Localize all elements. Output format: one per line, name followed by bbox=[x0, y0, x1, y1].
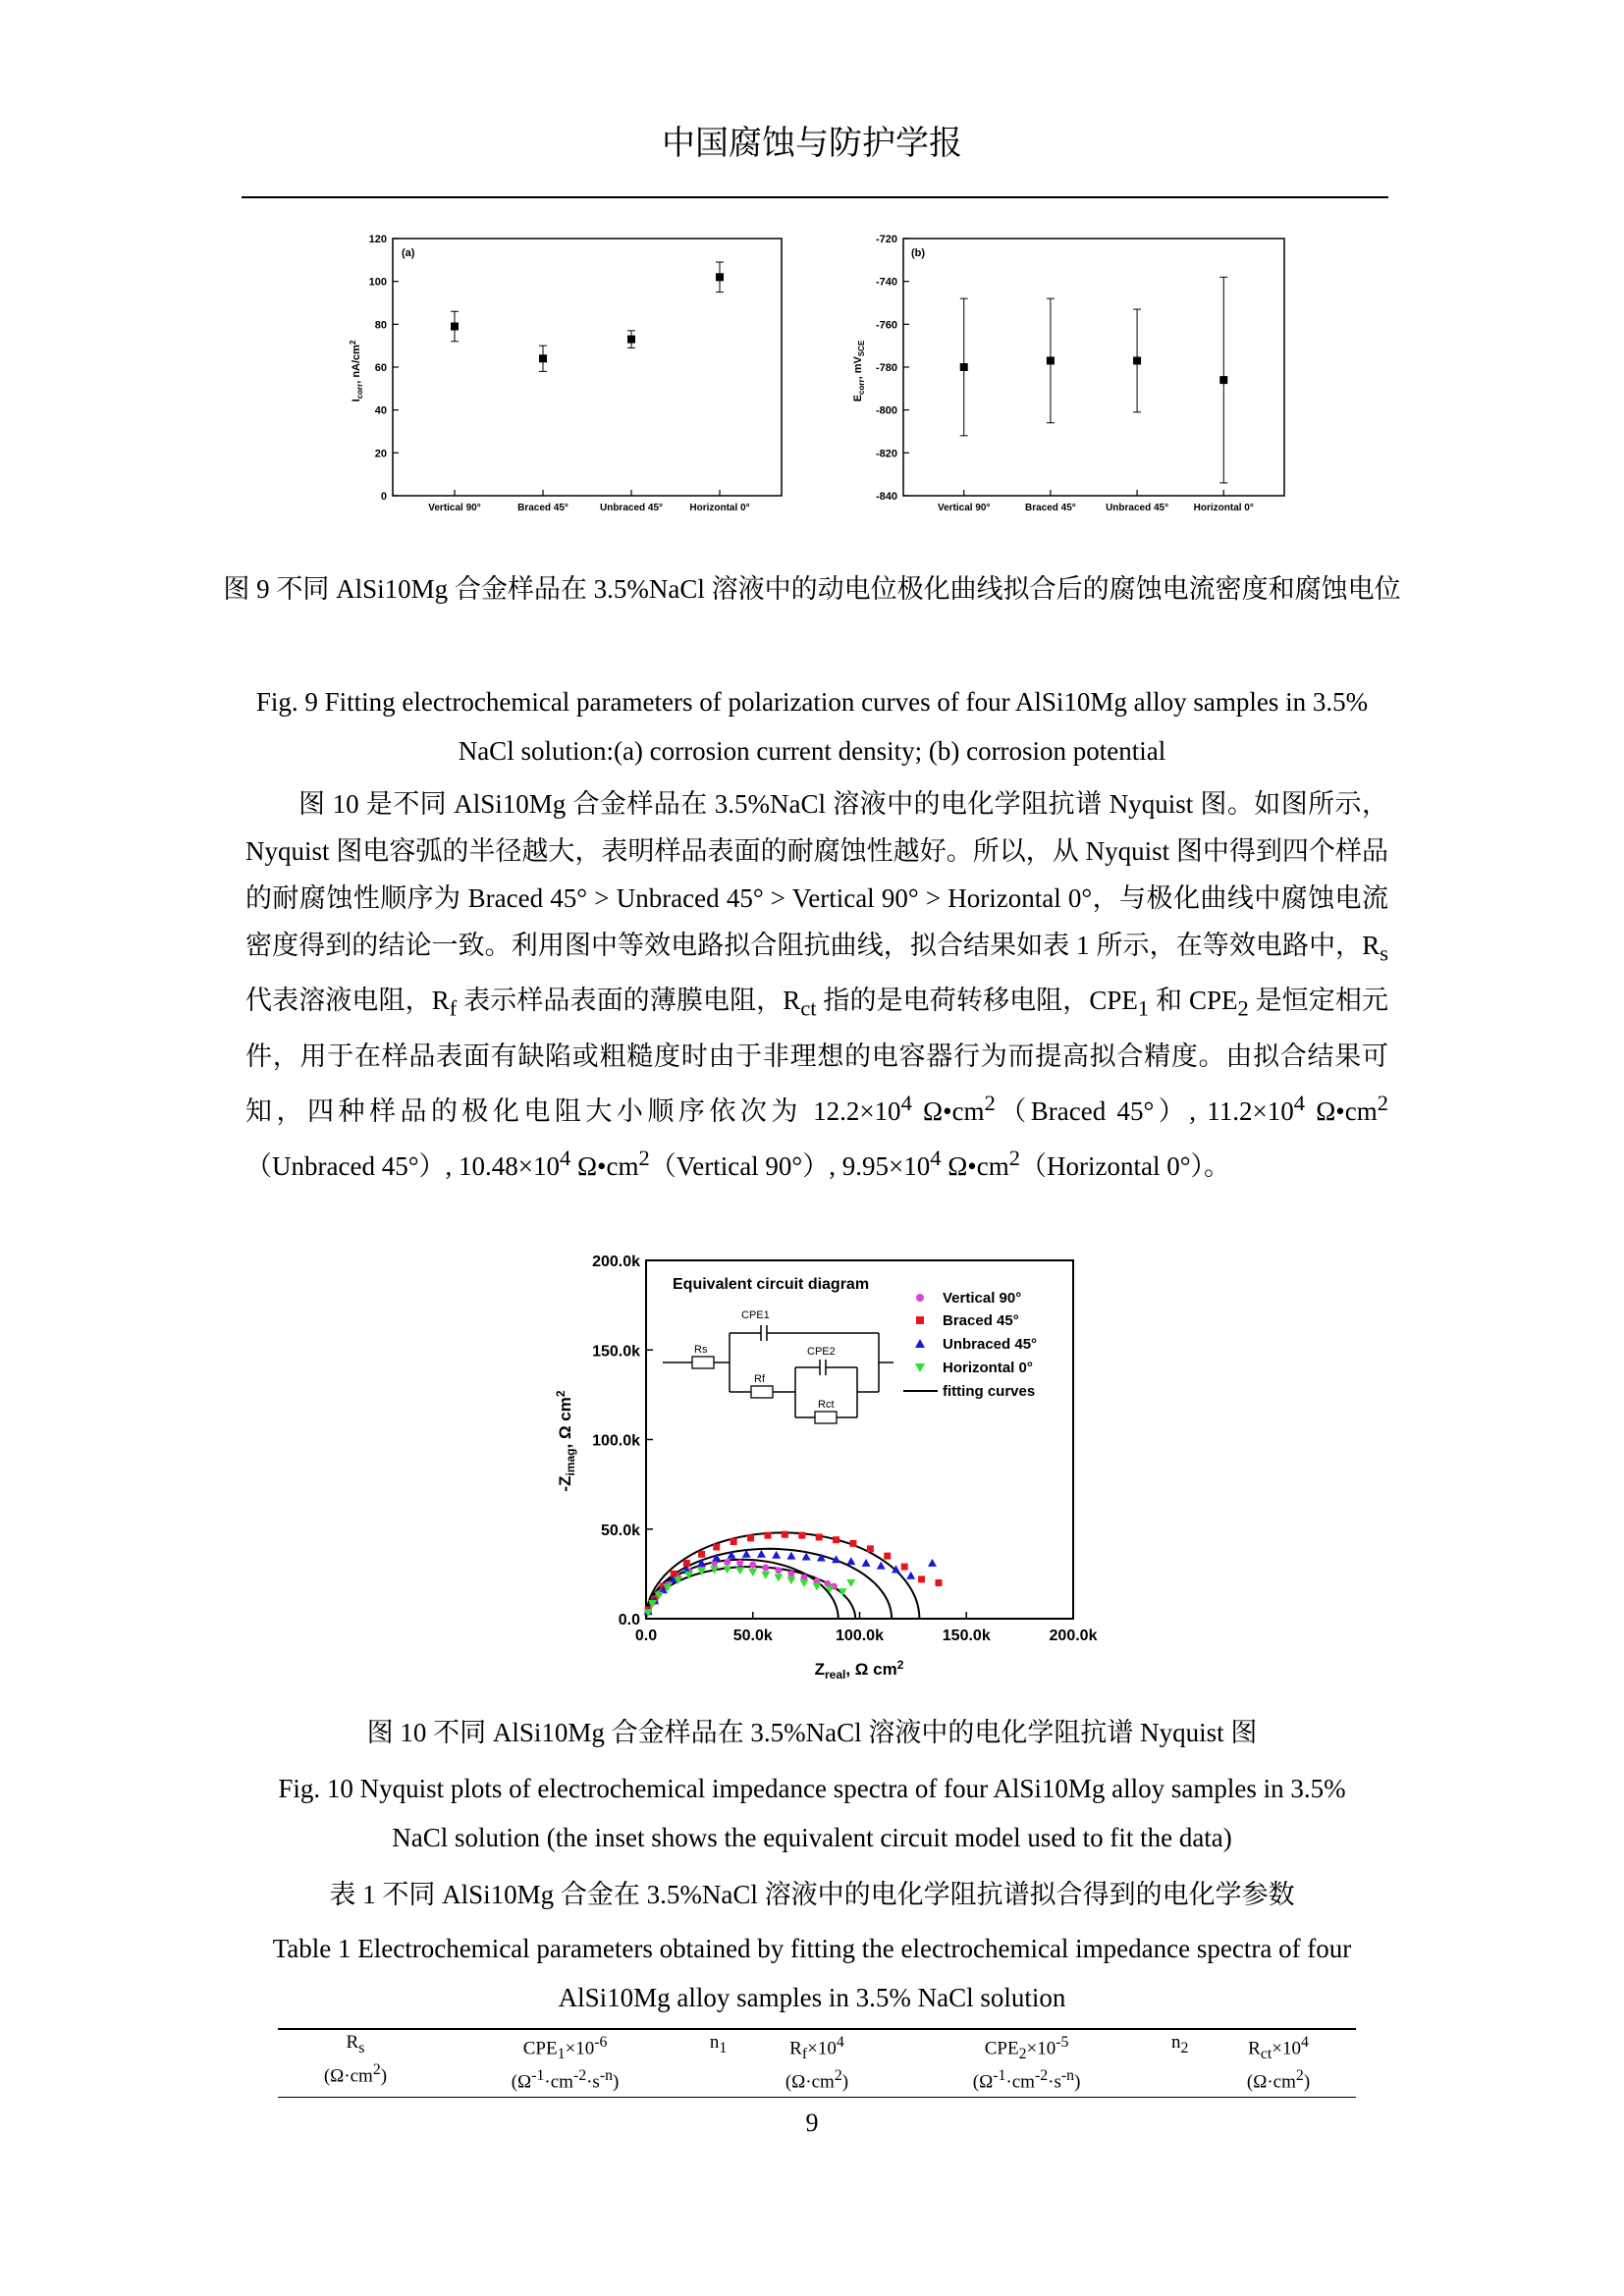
fig9a-y-ticks bbox=[369, 234, 399, 503]
fig9a-point bbox=[627, 336, 635, 344]
fig9-caption-en: Fig. 9 Fitting electrochemical parameters of polarization curves of four AlSi10Mg alloy samples in 3.5% NaCl solution:(a) corrosion current density; (b) corrosion potential bbox=[255, 687, 1369, 766]
figure-9 bbox=[334, 224, 1286, 518]
fig9b-y-axis-label: $E_{corr}$, $mV_{SCE}$ bbox=[852, 340, 866, 402]
point-unbraced bbox=[906, 1572, 915, 1579]
fig9a-x-tick-label: Braced 45° bbox=[517, 503, 568, 513]
point-horizontal bbox=[735, 1567, 744, 1575]
point-braced bbox=[683, 1560, 690, 1567]
legend-marker-braced bbox=[916, 1316, 924, 1324]
cpe1-label: CPE1 bbox=[741, 1309, 770, 1321]
fig9b-y-tick-label: -720 bbox=[875, 234, 897, 245]
fig9a-y-tick-label: 80 bbox=[374, 319, 387, 332]
fig9b-x-tick-label: Unbraced 45° bbox=[1106, 503, 1169, 513]
fig10-y-tick-label: 0.0 bbox=[618, 1612, 640, 1629]
fig9a-point bbox=[539, 354, 547, 362]
figure-10 bbox=[545, 1245, 1124, 1691]
fig9a-panel-label: (a) bbox=[402, 247, 415, 259]
table1-header-cell: $R_s$ $(\Omega\cdot cm^2)$ bbox=[323, 2032, 388, 2087]
fig9b-y-ticks bbox=[876, 234, 909, 503]
fig9a-y-tick-label: 120 bbox=[368, 234, 387, 245]
fig9a-y-axis-label: $I_{corr}$, $nA/cm^2$ bbox=[349, 340, 364, 402]
fig10-y-tick-label: 100.0k bbox=[592, 1432, 640, 1450]
point-horizontal bbox=[786, 1576, 795, 1584]
fig9-panel-b bbox=[852, 234, 1284, 513]
point-horizontal bbox=[761, 1572, 770, 1579]
point-horizontal bbox=[723, 1566, 731, 1574]
point-unbraced bbox=[862, 1559, 871, 1567]
page-number: 9 bbox=[805, 2109, 819, 2137]
point-braced bbox=[782, 1531, 788, 1538]
point-vertical bbox=[749, 1562, 756, 1569]
table1-header-cell: $n_1$ bbox=[709, 2032, 728, 2056]
body-paragraph-text: 图 10 是不同 AlSi10Mg 合金样品在 3.5%NaCl 溶液中的电化学阻抗谱 Nyquist 图。如图所示，Nyquist 图电容弧的半径越大，表明样品表面的耐腐蚀性越好。所以，从 Nyquist 图中得到四个样品的耐腐蚀性顺序为 Braced 45° > Unbraced 45° > Vertical 90° > Horizontal 0°，与极化曲线中腐蚀电流密度得到的结论一致。利用图中等效电路拟合阻抗曲线，拟合结果如表 1 所示，在等效电路中，$R_s$ 代表溶液电阻，$R_f$ 表示样品表面的薄膜电阻，$R_{ct}$ 指的是电荷转移电阻，$CPE_1$ 和 $CPE_2$ 是恒定相元件，用于在样品表面有缺陷或粗糙度时由于非理想的电容器行为而提高拟合精度。由拟合结果可知，四种样品的极化电阻大小顺序依次为 $12.2\times 10^4$ $\Omega•cm^2(Braced$ 45°）, $11.2\times 10^4$ $\Omega•cm^2(Unbraced$ 45°）, $10.48\times 10^4$ $\Omega•cm^2(Vertical$ 90°）, $9.95\times 10^4$ $\Omega•cm^2(Horizontal$ 0°）。 bbox=[245, 789, 1388, 1181]
fig9b-point bbox=[1219, 376, 1227, 384]
point-horizontal bbox=[774, 1575, 783, 1582]
fig10-y-tick-label: 200.0k bbox=[592, 1254, 640, 1270]
table1-header-cell: $R_{ct}\times 10^4$ $(\Omega\cdot cm^2)$ bbox=[1246, 2034, 1311, 2093]
legend-label-horizontal: Horizontal 0° bbox=[943, 1360, 1033, 1376]
fig10-x-tick-label: 200.0k bbox=[1049, 1628, 1098, 1644]
point-braced bbox=[849, 1540, 856, 1547]
legend-label-braced: Braced 45° bbox=[943, 1312, 1019, 1329]
fig9b-x-tick-label: Horizontal 0° bbox=[1193, 503, 1254, 513]
fig10-caption-cn: 图 10 不同 AlSi10Mg 合金样品在 3.5%NaCl 溶液中的电化学阻抗谱 Nyquist 图 bbox=[366, 1718, 1258, 1747]
fig9b-y-tick-label: -800 bbox=[875, 404, 897, 417]
table1-caption-en: Table 1 Electrochemical parameters obtained by fitting the electrochemical impedance spectra of four AlSi10Mg alloy samples in 3.5% NaCl solution bbox=[272, 1934, 1352, 2012]
rct-resistor bbox=[815, 1412, 837, 1423]
fig10-x-axis-label: $Z_{real}$, Ω $cm^2$ bbox=[814, 1658, 904, 1682]
fig9b-point bbox=[960, 363, 968, 371]
fig9a-marks bbox=[451, 262, 724, 371]
rs-label: Rs bbox=[694, 1344, 708, 1356]
point-braced bbox=[884, 1553, 891, 1560]
fig9a-y-tick-label: 100 bbox=[368, 276, 387, 289]
point-vertical bbox=[762, 1564, 769, 1571]
table1-header-cell: $R_f\times 10^4$ $(\Omega\cdot cm^2)$ bbox=[785, 2034, 849, 2093]
point-braced bbox=[731, 1538, 737, 1545]
point-unbraced bbox=[877, 1562, 886, 1570]
point-vertical bbox=[775, 1567, 782, 1574]
fig10-x-tick-label: 50.0k bbox=[732, 1628, 773, 1644]
point-vertical bbox=[736, 1560, 743, 1567]
point-unbraced bbox=[757, 1550, 766, 1558]
fig9a-x-tick-label: Unbraced 45° bbox=[599, 503, 664, 513]
fig10-x-ticks bbox=[635, 1612, 1098, 1644]
legend-marker-horizontal bbox=[915, 1363, 925, 1372]
legend-label-unbraced: Unbraced 45° bbox=[943, 1336, 1038, 1353]
fig9a-point bbox=[451, 323, 459, 331]
fig9b-y-tick-label: -840 bbox=[875, 491, 897, 503]
fig9a-y-tick-label: 0 bbox=[380, 491, 387, 503]
point-horizontal bbox=[846, 1579, 855, 1587]
fig10-caption-en: Fig. 10 Nyquist plots of electrochemical impedance spectra of four AlSi10Mg alloy samples in 3.5% NaCl solution (the inset shows the equivalent circuit model used to fit the data) bbox=[278, 1774, 1346, 1852]
fig9a-x-tick-label: Horizontal 0° bbox=[689, 503, 750, 513]
rf-resistor bbox=[751, 1386, 773, 1398]
point-braced bbox=[698, 1551, 705, 1558]
fig9b-point bbox=[1133, 356, 1141, 364]
body-paragraph bbox=[245, 780, 1388, 1190]
point-braced bbox=[747, 1534, 754, 1541]
fig10-y-tick-label: 150.0k bbox=[592, 1343, 640, 1361]
fig9-panel-a bbox=[349, 234, 782, 513]
rs-resistor bbox=[692, 1357, 714, 1368]
point-braced bbox=[935, 1579, 942, 1586]
fig9b-x-tick-label: Vertical 90° bbox=[937, 503, 991, 513]
point-braced bbox=[713, 1544, 720, 1551]
fig9a-y-tick-label: 60 bbox=[374, 362, 387, 374]
fig9b-y-tick-label: -820 bbox=[875, 448, 897, 460]
fig9b-y-tick-label: -760 bbox=[875, 319, 897, 332]
fig9a-y-tick-label: 20 bbox=[374, 448, 387, 460]
fig9b-panel-label: (b) bbox=[911, 247, 926, 259]
table1-header-cell: $n_2$ bbox=[1170, 2032, 1189, 2056]
equivalent-circuit-inset bbox=[663, 1276, 893, 1423]
fig9b-point bbox=[1047, 356, 1055, 364]
fig9b-y-tick-label: -780 bbox=[875, 362, 897, 374]
fig9a-point bbox=[716, 273, 724, 281]
point-braced bbox=[798, 1532, 805, 1539]
point-braced bbox=[833, 1536, 839, 1543]
table1-header-row bbox=[278, 2030, 1356, 2097]
table1-caption-cn: 表 1 不同 AlSi10Mg 合金在 3.5%NaCl 溶液中的电化学阻抗谱拟合得到的电化学参数 bbox=[329, 1880, 1295, 1909]
fig9b-x-ticks bbox=[938, 490, 1254, 513]
point-braced bbox=[764, 1532, 771, 1539]
fig9a-y-tick-label: 40 bbox=[374, 404, 387, 417]
fig10-legend bbox=[903, 1290, 1037, 1400]
point-horizontal bbox=[748, 1569, 757, 1576]
point-vertical bbox=[787, 1571, 794, 1577]
fig9b-y-tick-label: -740 bbox=[875, 276, 897, 289]
fig9-caption-cn: 图 9 不同 AlSi10Mg 合金样品在 3.5%NaCl 溶液中的动电位极化曲线拟合后的腐蚀电流密度和腐蚀电位 bbox=[223, 574, 1401, 604]
rct-label: Rct bbox=[818, 1399, 835, 1411]
inset-title: Equivalent circuit diagram bbox=[673, 1276, 870, 1293]
fig10-y-axis-label: $-Z_{imag}$, Ω $cm^2$ bbox=[554, 1390, 577, 1492]
point-horizontal bbox=[813, 1583, 822, 1591]
fig10-y-ticks bbox=[592, 1254, 653, 1629]
legend-label-vertical: Vertical 90° bbox=[943, 1290, 1022, 1307]
point-braced bbox=[867, 1545, 874, 1552]
fig9b-marks bbox=[960, 277, 1228, 483]
table-1 bbox=[278, 2028, 1356, 2098]
point-braced bbox=[918, 1575, 925, 1582]
point-horizontal bbox=[799, 1579, 808, 1587]
table1-header-cell: $CPE_1\times 10^{-6}$ $(\Omega^{-1}\cdot cm^{-2}\cdot s^{-n})$ bbox=[511, 2034, 620, 2093]
header-rule bbox=[242, 196, 1388, 198]
fig9a-x-ticks bbox=[428, 490, 749, 513]
point-unbraced bbox=[772, 1551, 781, 1559]
table1-header-cell: $CPE_2\times 10^{-5}$ $(\Omega^{-1}\cdot cm^{-2}\cdot s^{-n})$ bbox=[972, 2034, 1081, 2093]
point-unbraced bbox=[786, 1552, 795, 1560]
fig10-x-tick-label: 150.0k bbox=[942, 1628, 991, 1644]
rf-label: Rf bbox=[754, 1373, 765, 1385]
point-unbraced bbox=[846, 1557, 855, 1565]
fig9b-x-tick-label: Braced 45° bbox=[1025, 503, 1076, 513]
fig10-y-tick-label: 50.0k bbox=[600, 1522, 640, 1539]
legend-marker-vertical bbox=[916, 1294, 924, 1302]
legend-label-fitting: fitting curves bbox=[943, 1383, 1036, 1400]
journal-header: 中国腐蚀与防护学报 bbox=[662, 126, 962, 162]
fig10-data-points bbox=[644, 1531, 943, 1617]
fig9a-x-tick-label: Vertical 90° bbox=[428, 503, 481, 513]
fig10-x-tick-label: 0.0 bbox=[634, 1628, 658, 1644]
cpe2-label: CPE2 bbox=[807, 1346, 836, 1358]
fig10-x-tick-label: 100.0k bbox=[836, 1628, 884, 1644]
legend-marker-unbraced bbox=[915, 1339, 925, 1348]
point-braced bbox=[901, 1564, 908, 1571]
point-braced bbox=[816, 1533, 823, 1540]
point-unbraced bbox=[928, 1559, 937, 1567]
point-vertical bbox=[724, 1559, 731, 1566]
